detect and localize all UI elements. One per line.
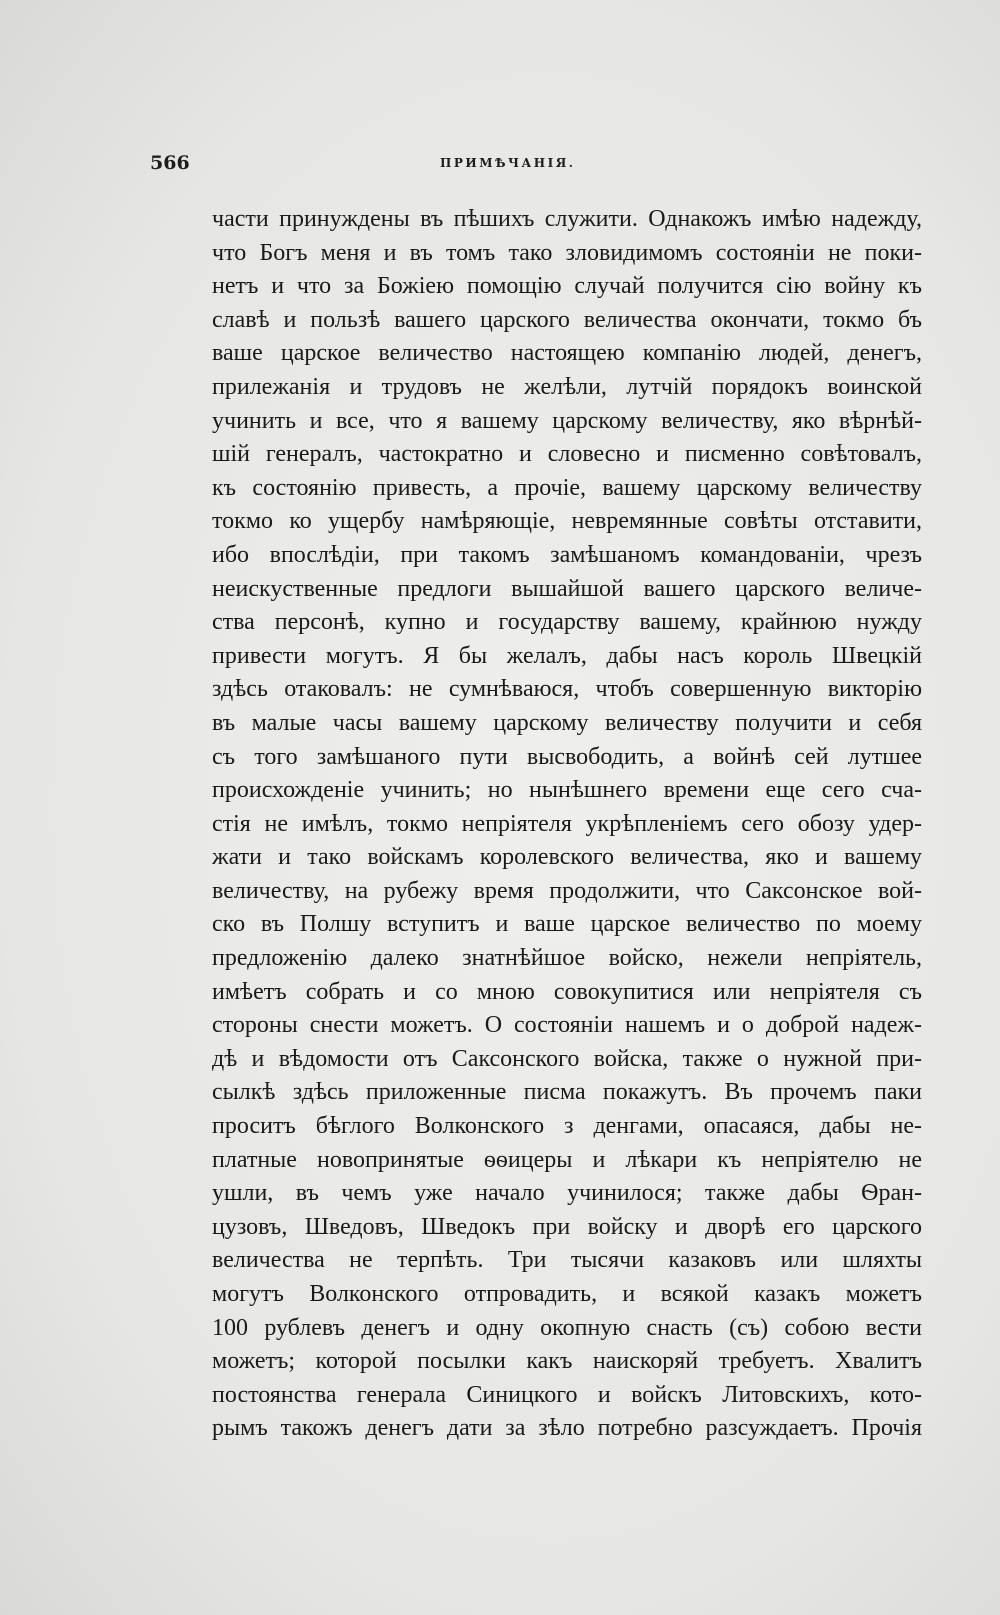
text-line: къ состоянію привесть, а прочіе, вашему царскому величеству [212, 474, 922, 501]
text-line: величеству, на рубежу время продолжити, что Саксонское вой- [212, 877, 922, 904]
text-line: токмо ко ущербу намѣряющіе, невремянные совѣты отставити, [212, 508, 922, 535]
text-line: нетъ и что за Божіею помощію случай получится сію войну къ [212, 273, 922, 300]
text-line: прилежанія и трудовъ не желѣли, лутчій порядокъ воинской [212, 373, 922, 400]
text-line: ваше царское величество настоящею компанію людей, денегъ, [212, 340, 922, 367]
text-line: части принуждены въ пѣшихъ служити. Однакожъ имѣю надежду, [212, 206, 922, 232]
text-line: происхожденіе учинить; но нынѣшнего времени еще сего сча- [212, 777, 922, 804]
text-line: ско въ Полшу вступитъ и ваше царское величество по моему [212, 911, 922, 938]
text-line: шій генералъ, частократно и словесно и писменно совѣтовалъ, [212, 441, 922, 468]
body-text [212, 203, 922, 1446]
text-line: могутъ Волконского отпровадить, и всякой казакъ можетъ [212, 1281, 922, 1307]
text-line: проситъ бѣглого Волконского з денгами, опасаяся, дабы не- [212, 1113, 922, 1140]
text-line: величества не терпѣть. Три тысячи казаковъ или шляхты [212, 1247, 922, 1274]
text-line: стороны снести можетъ. О состояніи нашемъ и о доброй надеж- [212, 1012, 922, 1039]
text-line: въ малые часы вашему царскому величеству получити и себя [212, 709, 922, 736]
running-title: ПРИМѢЧАНІЯ. [440, 156, 576, 170]
text-line: можетъ; которой посылки какъ наискоряй требуетъ. Хвалитъ [212, 1348, 922, 1375]
text-line: славѣ и пользѣ вашего царского величества окончати, токмо бъ [212, 306, 922, 333]
text-line: ушли, въ чемъ уже начало учинилося; также дабы Ѳран- [212, 1180, 922, 1207]
text-line: ибо впослѣдіи, при такомъ замѣшаномъ командованіи, чрезъ [212, 541, 922, 568]
text-line: рымъ такожъ денегъ дати за зѣло потребно разсуждаетъ. Прочія [212, 1415, 922, 1442]
text-line: жати и тако войскамъ королевского величества, яко и вашему [212, 844, 922, 871]
text-line: 100 рублевъ денегъ и одну окопную снасть (съ) собою вести [212, 1314, 922, 1341]
text-line: предложенію далеко знатнѣйшое войско, нежели непріятель, [212, 945, 922, 972]
text-line: цузовъ, Шведовъ, Шведокъ при войску и дворѣ его царского [212, 1213, 922, 1240]
text-line: что Богъ меня и въ томъ тако зловидимомъ состояніи не поки- [212, 239, 922, 266]
text-line: платные новопринятые ѳѳицеры и лѣкари къ непріятелю не [212, 1146, 922, 1173]
text-line: учинить и все, что я вашему царскому величеству, яко вѣрнѣй- [212, 407, 922, 434]
page-number: 566 [150, 152, 190, 174]
text-line: дѣ и вѣдомости отъ Саксонского войска, также о нужной при- [212, 1045, 922, 1072]
text-line: съ того замѣшаного пути высвободить, а войнѣ сей лутшее [212, 743, 922, 770]
text-line: постоянства генерала Синицкого и войскъ Литовскихъ, кото- [212, 1381, 922, 1408]
text-line: неискуственные предлоги вышайшой вашего царского величе- [212, 575, 922, 602]
running-head [150, 152, 930, 180]
text-line: стія не имѣлъ, токмо непріятеля укрѣпленіемъ сего обозу удер- [212, 810, 922, 837]
text-line: ства персонѣ, купно и государству вашему, крайнюю нужду [212, 609, 922, 636]
text-line: здѣсь отаковалъ: не сумнѣваюся, чтобъ совершенную викторію [212, 676, 922, 703]
text-line: привести могутъ. Я бы желалъ, дабы насъ король Швецкій [212, 642, 922, 669]
text-line: имѣетъ собрать и со мною совокупитися или непріятеля съ [212, 978, 922, 1005]
text-line: сылкѣ здѣсь приложенные писма покажутъ. Въ прочемъ паки [212, 1079, 922, 1106]
